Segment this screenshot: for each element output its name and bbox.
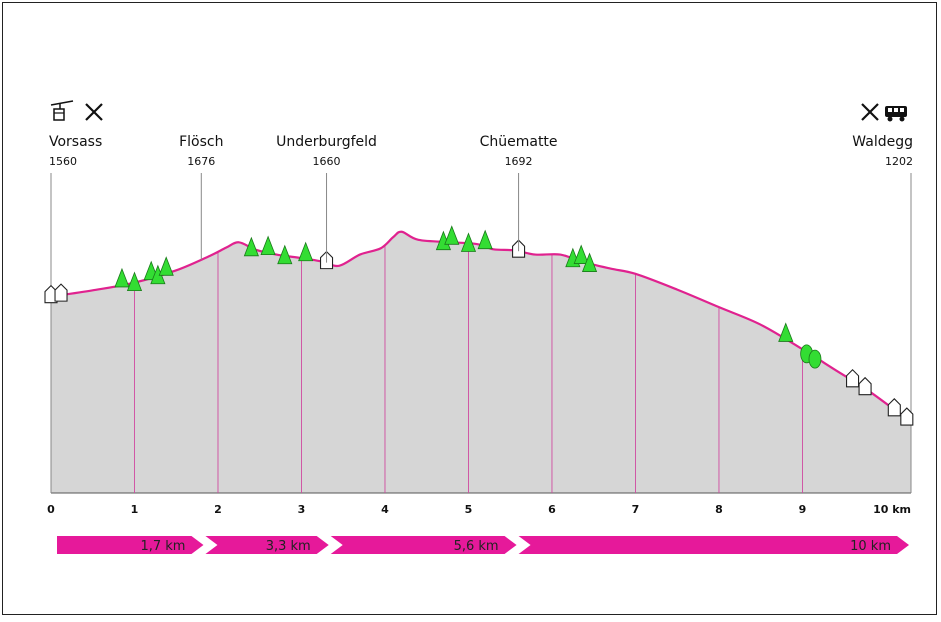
tree-icon	[299, 243, 313, 261]
stop-name: Chüematte	[479, 134, 558, 150]
stop-name: Flösch	[179, 134, 224, 150]
cable-car-icon	[51, 101, 73, 120]
house-icon	[55, 284, 67, 301]
stop-elevation: 1560	[49, 155, 77, 168]
chart-frame	[2, 2, 937, 615]
bus-icon	[885, 106, 907, 122]
x-tick-label: 5	[464, 503, 473, 516]
x-tick-label: 6	[548, 503, 556, 516]
x-tick-label: 1	[130, 503, 139, 516]
x-tick-label: 8	[715, 503, 723, 516]
x-tick-label: 9	[798, 503, 807, 516]
x-tick-label: 2	[214, 503, 222, 516]
restaurant-icon	[86, 104, 102, 120]
stop-name: Vorsass	[49, 134, 103, 150]
tree-icon	[261, 237, 275, 255]
stop-elevation: 1202	[885, 155, 913, 168]
x-tick-label: 10 km	[873, 503, 911, 516]
x-tick-label: 7	[631, 503, 640, 516]
house-icon	[847, 370, 859, 387]
stop-name: Underburgfeld	[276, 134, 377, 150]
bush-icon	[809, 350, 821, 368]
stop-elevation: 1676	[187, 155, 216, 168]
profile-area	[51, 232, 911, 493]
stop-elevation: 1660	[312, 155, 341, 168]
segment-distance-label: 5,6 km	[453, 539, 499, 554]
tree-icon	[115, 269, 129, 287]
segment-distance-label: 10 km	[850, 539, 891, 554]
restaurant-icon	[862, 104, 878, 120]
tree-icon	[445, 226, 459, 244]
tree-icon	[779, 323, 793, 341]
stop-name: Waldegg	[852, 134, 913, 150]
house-icon	[888, 399, 900, 416]
house-icon	[859, 378, 871, 395]
segment-distance-label: 1,7 km	[140, 539, 186, 554]
stop-elevation: 1692	[504, 155, 533, 168]
x-tick-label: 0	[47, 503, 55, 516]
tree-icon	[574, 246, 588, 264]
tree-icon	[478, 231, 492, 249]
x-tick-label: 3	[297, 503, 306, 516]
tree-icon	[159, 257, 173, 275]
segment-distance-label: 3,3 km	[265, 539, 311, 554]
x-tick-label: 4	[381, 503, 389, 516]
elevation-profile-chart	[3, 3, 941, 622]
